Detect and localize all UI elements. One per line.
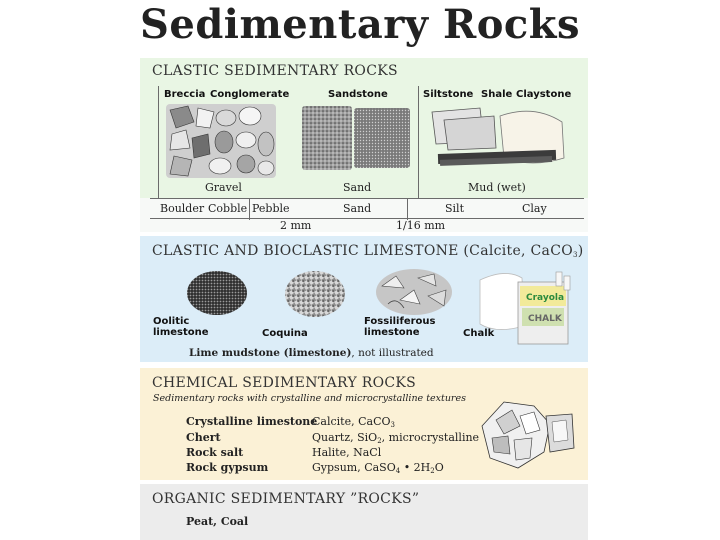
rock-label-fossiliferous: Fossiliferous limestone <box>364 316 436 338</box>
group-sand: Sand <box>343 181 372 194</box>
chem-formula-1: Calcite, CaCO$_3$ <box>312 415 395 429</box>
boundary-16mm: 1/16 mm <box>396 219 446 232</box>
size-cobble: Cobble <box>208 202 248 215</box>
size-clay: Clay <box>522 202 547 215</box>
rock-label-breccia: Breccia <box>164 89 206 100</box>
group-gravel: Gravel <box>205 181 242 194</box>
fossiliferous-illustration <box>374 266 454 316</box>
mudrock-illustration <box>424 102 574 176</box>
size-boulder: Boulder <box>160 202 205 215</box>
sandstone-illustration <box>302 106 410 170</box>
clastic-heading: CLASTIC SEDIMENTARY ROCKS <box>152 63 398 79</box>
size-line-bottom <box>150 218 584 219</box>
size-line <box>150 198 584 199</box>
limestone-heading: CLASTIC AND BIOCLASTIC LIMESTONE (Calcite, CaCO$_3$) <box>152 243 584 259</box>
chemical-heading: CHEMICAL SEDIMENTARY ROCKS <box>152 375 417 391</box>
rock-label-siltstone: Siltstone <box>423 89 474 100</box>
boundary-2mm: 2 mm <box>280 219 312 232</box>
divider-left <box>158 86 159 198</box>
crayola-logo-text: Crayola <box>526 293 565 303</box>
organic-item: Peat, Coal <box>186 515 249 528</box>
rock-label-coquina: Coquina <box>262 328 308 339</box>
organic-heading: ORGANIC SEDIMENTARY ”ROCKS” <box>152 491 420 507</box>
lime-mudstone-note: Lime mudstone (limestone), not illustrated <box>189 347 434 359</box>
chem-formula-2: Quartz, SiO$_2$, microcrystalline <box>312 431 480 445</box>
size-silt: Silt <box>445 202 464 215</box>
divider-right <box>418 86 419 198</box>
rock-label-sandstone: Sandstone <box>328 89 388 100</box>
crystalline-illustration <box>474 396 578 476</box>
chem-name-3: Rock salt <box>186 446 244 459</box>
chem-name-4: Rock gypsum <box>186 461 269 474</box>
divider-16mm <box>407 198 408 220</box>
divider-2mm <box>249 198 250 220</box>
size-pebble: Pebble <box>252 202 290 215</box>
rock-label-shale: Shale <box>481 89 513 100</box>
rock-label-oolitic: Oolitic limestone <box>153 316 209 338</box>
chem-name-1: Crystalline limestone <box>186 415 318 428</box>
rock-label-conglomerate: Conglomerate <box>210 89 290 100</box>
coquina-illustration <box>284 270 346 318</box>
chemical-subtitle: Sedimentary rocks with crystalline and microcrystalline textures <box>153 393 466 404</box>
oolitic-illustration <box>186 270 248 316</box>
chem-formula-4: Gypsum, CaSO$_4$ • $2H_2O$ <box>312 461 444 475</box>
chalk-box-text: CHALK <box>528 314 562 324</box>
group-mud: Mud (wet) <box>468 181 526 194</box>
chem-formula-3: Halite, NaCl <box>312 446 382 459</box>
chem-name-2: Chert <box>186 431 221 444</box>
rock-label-chalk: Chalk <box>463 328 495 339</box>
conglomerate-illustration <box>166 104 276 178</box>
size-sand: Sand <box>343 202 372 215</box>
rock-label-claystone: Claystone <box>516 89 572 100</box>
page-title: Sedimentary Rocks <box>139 1 580 48</box>
